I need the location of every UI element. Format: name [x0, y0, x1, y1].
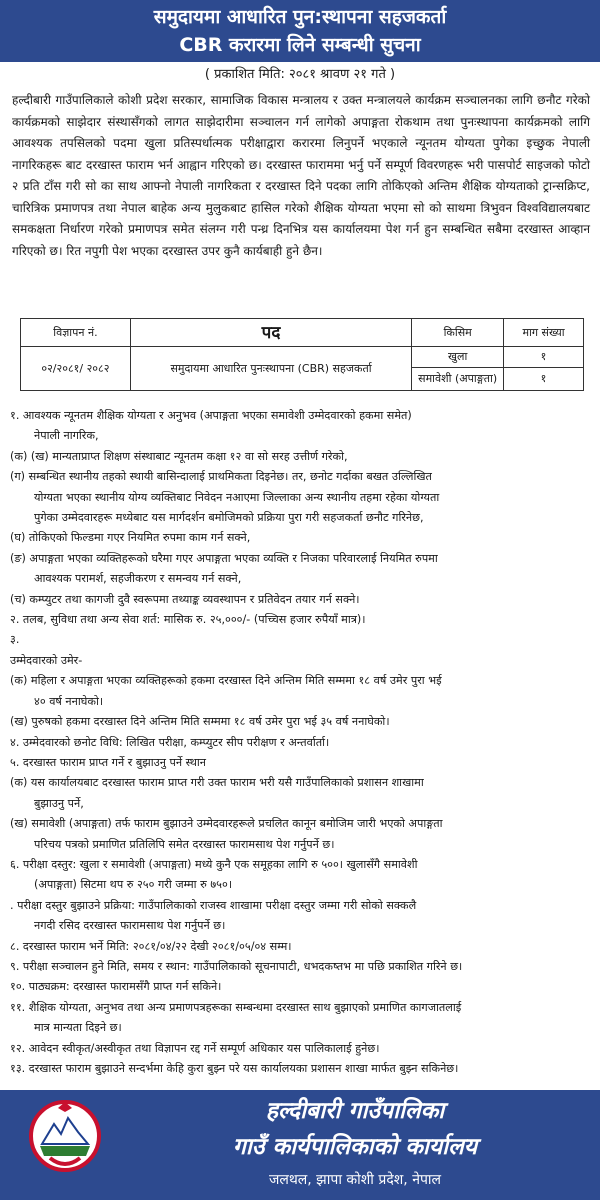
office-subtitle: गाउँ कार्यपालिकाको कार्यालय — [232, 1134, 478, 1160]
body-line: परिचय पत्रको प्रमाणित प्रतिलिपि समेत दरखास्त फारामसाथ पेश गर्नुपर्ने छ। — [34, 837, 335, 851]
body-line: उम्मेदवारको उमेर- — [10, 653, 83, 667]
footer-band — [0, 1090, 600, 1200]
body-line: (ग) सम्बन्धित स्थानीय तहको स्थायी बासिन्दालाई प्राथमिकता दिइनेछ। तर, छनोट गर्दाका बखत उल्लिखित — [10, 470, 432, 484]
body-line: नेपाली नागरिक, — [34, 429, 99, 443]
body-line: ३. — [10, 633, 20, 647]
body-line: (घ) तोकिएको फिल्डमा गएर नियमित रुपमा काम गर्न सक्ने, — [10, 531, 251, 545]
cell-type-open: खुला — [412, 347, 504, 368]
body-line: १. आवश्यक न्यूनतम शैक्षिक योग्यता र अनुभव (अपाङ्गता भएका समावेशी उम्मेदवारको हकमा समेत) — [10, 409, 412, 422]
cell-count-open: १ — [504, 347, 584, 368]
body-line: मात्र मान्यता दिइने छ। — [34, 1021, 122, 1035]
body-line: ५. दरखास्त फाराम प्राप्त गर्ने र बुझाउनु पर्ने स्थान — [10, 755, 207, 769]
body-line: ११. शैक्षिक योग्यता, अनुभव तथा अन्य प्रमाणपत्रहरूका सम्बन्धमा दरखास्त साथ बुझाएको प्रमाणित कागजातलाई — [10, 1000, 462, 1014]
body-line: पुगेका उम्मेदवारहरू मध्येबाट यस मार्गदर्शन बमोजिमको प्रक्रिया पुरा गरी सहजकर्ता छनौट गरिनेछ, — [34, 511, 424, 525]
published-date: ( प्रकाशित मिति: २०८१ श्रावण २१ गते ) — [204, 67, 396, 82]
body-line: ४. उम्मेदवारको छनोट विधि: लिखित परीक्षा, कम्प्युटर सीप परीक्षण र अन्तर्वार्ता। — [10, 735, 330, 749]
body-line: . परीक्षा दस्तुर बुझाउने प्रक्रिया: गाउँपालिकाको राजस्व शाखामा परीक्षा दस्तुर जम्मा गरी सोको सक्कलै — [10, 898, 417, 912]
intro-paragraph: हल्दीबारी गाउँपालिकाले कोशी प्रदेश सरकार, सामाजिक विकास मन्त्रालय र उक्त मन्त्रालयले कार्यक्रम सञ्चालनका लागि छनौट गरेको कार्यक्रमको साझेदार संस्थासँगको लागत साझेदारीमा सञ्चालन गर्न लागेको अपाङ्गता रोकथाम तथा पुनःस्थापना कार्यक्रमको लागि आवश्यक तपसिलको पदमा खुला प्रतिस्पर्धात्मक परीक्षाद्वारा करारमा लिनुपर्ने भएकाले न्यूनतम योग्यता पुगेका इच्छुक नेपाली नागरिकहरू बाट दरखास्त फाराम भर्न आह्वान गरिएको छ। दरखास्त फाराममा भर्नु पर्ने सम्पूर्ण विवरणहरू भरी पासपोर्ट साइजको फोटो २ प्रति टाँस गरी सो का साथ आफ्नो नेपाली नागरिकता र दरखास्त दिने पदका लागि तोकिएको अन्तिम शैक्षिक योग्यताको ट्रान्सक्रिप्ट, चारित्रिक प्रमाणपत्र तथा नेपाल बाहेक अन्य मुलुकबाट हासिल गरेको शैक्षिक योग्यता भएमा सो को साथमा त्रिभुवन विश्वविद्यालयबाट समकक्षता निर्धारण गरेको प्रमाणपत्र समेत संलग्न गरी पन्ध्र दिनभित्र यस कार्यालयमा पेश गर्न हुन सम्बन्धित सबैमा दरखास्त आव्हान गरिएको छ। रित नपुगी पेश भएका दरखास्त उपर कुनै कार्यबाही हुने छैन। — [12, 93, 590, 258]
notice-subtitle: CBR करारमा लिने सम्बन्धी सुचना — [179, 34, 421, 56]
notice-title: समुदायमा आधारित पुन:स्थापना सहजकर्ता — [153, 6, 447, 28]
notice-body — [10, 406, 592, 1079]
vacancy-table — [20, 318, 584, 391]
body-line: १०. पाठ्यक्रम: दरखास्त फारामसँगै प्राप्त गर्न सकिने। — [10, 980, 222, 994]
body-line: (ख) समावेशी (अपाङ्गता) तर्फ फाराम बुझाउने उम्मेदवारहरूले प्रचलित कानून बमोजिम जारी भएको अपाङ्गता — [10, 817, 443, 831]
body-line: (अपाङ्गता) सिटमा थप रु २५० गरी जम्मा रु ७५०। — [34, 878, 233, 892]
body-line: (क) महिला र अपाङ्गता भएका व्यक्तिहरूको हकमा दरखास्त दिने अन्तिम मिति सम्ममा १८ वर्ष उमेर पुरा भई — [10, 674, 442, 688]
table-header-row — [21, 319, 584, 347]
header-post: पद — [130, 319, 411, 347]
body-line: (ङ) अपाङ्गता भएका व्यक्तिहरूको घरैमा गएर अपाङ्गता भएका व्यक्ति र निजका परिवारलाई नियमित रुपमा — [10, 551, 438, 565]
body-line: बुझाउनु पर्ने, — [34, 796, 84, 810]
body-line: ६. परीक्षा दस्तुर: खुला र समावेशी (अपाङ्गता) मध्ये कुनै एक समूहका लागि रु ५००। खुलासँगै समावेशी — [10, 857, 418, 871]
body-line: १२. आवेदन स्वीकृत/अस्वीकृत तथा विज्ञापन रद्द गर्ने सम्पूर्ण अधिकार यस पालिकालाई हुनेछ। — [10, 1041, 380, 1055]
body-line: योग्यता भएका स्थानीय योग्य व्यक्तिबाट निवेदन नआएमा जिल्लाका अन्य स्थानीय तहमा रहेका योग्यता — [34, 490, 440, 504]
office-address: जलथल, झापा कोशी प्रदेश, नेपाल — [268, 1172, 442, 1188]
header-type: किसिम — [412, 319, 504, 347]
body-line: ९. परीक्षा सञ्चालन हुने मिति, समय र स्थान: गाउँपालिकाको सूचनापाटी, धभदकष्तभ मा पछि प्रकाशित गरिने छ। — [10, 959, 463, 973]
body-line: (क) यस कार्यालयबाट दरखास्त फाराम प्राप्त गरी उक्त फाराम भरी यसै गाउँपालिकाको प्रशासन शाखामा — [10, 776, 424, 790]
header-demand: माग संख्या — [504, 319, 584, 347]
body-line: नगदी रसिद दरखास्त फारामसाथ पेश गर्नुपर्ने छ। — [34, 919, 226, 933]
body-line: (च) कम्प्युटर तथा कागजी दुवै स्वरूपमा तथ्याङ्क व्यवस्थापन र प्रतिवेदन तयार गर्न सक्ने। — [10, 592, 360, 606]
body-line: (ख) पुरुषको हकमा दरखास्त दिने अन्तिम मिति सम्ममा १८ वर्ष उमेर पुरा भई ३५ वर्ष ननाघेको। — [10, 715, 390, 729]
body-line: आवश्यक परामर्श, सहजीकरण र समन्वय गर्न सक्ने, — [34, 572, 242, 586]
body-line: ४० वर्ष ननाघेको। — [34, 694, 104, 708]
cell-notice-no: ०२/२०८१/ २०८२ — [21, 347, 131, 391]
body-line: १३. दरखास्त फाराम बुझाउने सन्दर्भमा केहि कुरा बुझ्न परे यस कार्यालयका प्रशासन शाखा मार्फत बुझ्न सकिनेछ। — [10, 1062, 459, 1075]
nepal-emblem-icon — [28, 1098, 102, 1176]
header-notice-no: विज्ञापन नं. — [21, 319, 131, 347]
body-line: (क) (ख) मान्यताप्राप्त शिक्षण संस्थाबाट न्यूनतम कक्षा १२ वा सो सरह उत्तीर्ण गरेको, — [10, 449, 348, 463]
office-name: हल्दीबारी गाउँपालिका — [265, 1098, 445, 1124]
body-line: २. तलब, सुविधा तथा अन्य सेवा शर्त: मासिक रु. २५,०००/- (पच्चिस हजार रुपैयाँ मात्र)। — [10, 613, 366, 627]
cell-type-inclusive: समावेशी (अपाङ्गता) — [412, 367, 504, 390]
cell-post: समुदायमा आधारित पुनःस्थापना (CBR) सहजकर्ता — [130, 347, 411, 391]
cell-count-inclusive: १ — [504, 367, 584, 390]
header-band — [0, 0, 600, 62]
body-line: ८. दरखास्त फाराम भर्ने मिति: २०८१/०४/२२ देखी २०८१/०५/०४ सम्म। — [10, 939, 292, 953]
table-row — [21, 347, 584, 368]
